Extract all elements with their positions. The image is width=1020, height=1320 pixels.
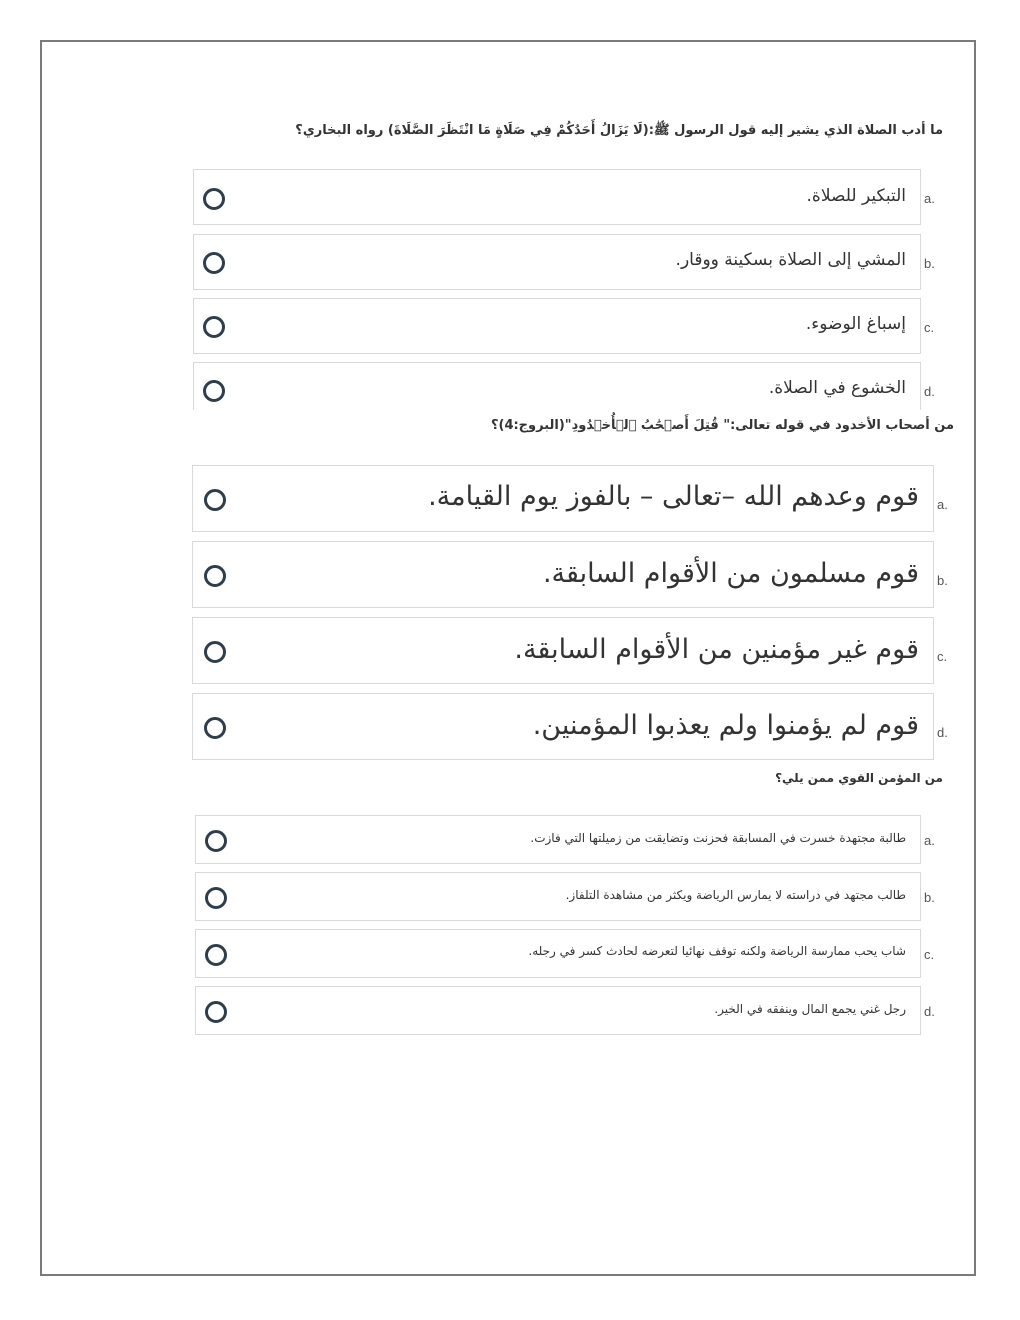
option-text: قوم غير مؤمنين من الأقوام السابقة.	[514, 634, 919, 665]
option-letter: c.	[937, 649, 948, 664]
q3-option-a[interactable]	[195, 815, 921, 864]
option-text: التبكير للصلاة.	[806, 186, 906, 206]
option-text: الخشوع في الصلاة.	[768, 378, 906, 398]
option-text: قوم وعدهم الله –تعالى – بالفوز يوم القيامة.	[428, 481, 919, 512]
option-text: طالبة مجتهدة خسرت في المسابقة فحزنت وتضايقت من زميلتها التي فازت.	[530, 831, 906, 845]
question-1-prompt: ما أدب الصلاة الذي يشير إليه قول الرسول ﷺ:(لَا يَزَالُ أَحَدُكُمْ فِي صَلَاةٍ مَا انْتَظَرَ الصَّلَاةَ) رواه البخاري؟	[295, 123, 943, 138]
option-letter: c.	[924, 947, 935, 962]
radio-button[interactable]	[204, 717, 226, 739]
radio-button[interactable]	[205, 944, 227, 966]
q1-option-b[interactable]	[193, 234, 921, 290]
question-3-prompt: من المؤمن القوي ممن يلي؟	[775, 771, 943, 785]
q2-option-a[interactable]	[192, 465, 934, 532]
q2-option-b[interactable]	[192, 541, 934, 608]
q1-option-c[interactable]	[193, 298, 921, 354]
q1-option-d-clip	[193, 362, 953, 410]
option-text: طالب مجتهد في دراسته لا يمارس الرياضة ويكثر من مشاهدة التلفاز.	[565, 888, 906, 902]
radio-button[interactable]	[204, 489, 226, 511]
radio-button[interactable]	[204, 641, 226, 663]
q2-option-c[interactable]	[192, 617, 934, 684]
q1-option-d[interactable]	[193, 362, 921, 410]
radio-button[interactable]	[203, 380, 225, 402]
question-2-prompt: من أصحاب الأخدود في قوله تعالى:" قُتِلَ أَصۡحَٰبُ ٱلۡأُخۡدُودِ"(البروج:4)؟	[490, 418, 954, 433]
radio-button[interactable]	[205, 830, 227, 852]
radio-button[interactable]	[205, 1001, 227, 1023]
option-letter: a.	[924, 833, 935, 848]
option-text: إسباغ الوضوء.	[805, 314, 906, 334]
q2-option-d[interactable]	[192, 693, 934, 760]
option-letter: d.	[924, 384, 935, 399]
option-text: شاب يحب ممارسة الرياضة ولكنه توقف نهائيا لتعرضه لحادث كسر في رجله.	[528, 944, 906, 958]
q1-option-a[interactable]	[193, 169, 921, 225]
q3-option-d[interactable]	[195, 986, 921, 1035]
option-letter: b.	[924, 256, 935, 271]
radio-button[interactable]	[203, 252, 225, 274]
radio-button[interactable]	[205, 887, 227, 909]
option-letter: b.	[924, 890, 935, 905]
option-text: رجل غني يجمع المال وينفقه في الخير.	[714, 1002, 906, 1016]
option-letter: a.	[924, 191, 935, 206]
option-letter: d.	[924, 1004, 935, 1019]
option-letter: b.	[937, 573, 948, 588]
q3-option-b[interactable]	[195, 872, 921, 921]
radio-button[interactable]	[204, 565, 226, 587]
radio-button[interactable]	[203, 316, 225, 338]
option-text: المشي إلى الصلاة بسكينة ووقار.	[675, 250, 906, 270]
option-letter: c.	[924, 320, 935, 335]
option-text: قوم لم يؤمنوا ولم يعذبوا المؤمنين.	[532, 710, 919, 741]
q3-option-c[interactable]	[195, 929, 921, 978]
radio-button[interactable]	[203, 188, 225, 210]
option-letter: a.	[937, 497, 948, 512]
option-text: قوم مسلمون من الأقوام السابقة.	[542, 558, 919, 589]
option-letter: d.	[937, 725, 948, 740]
